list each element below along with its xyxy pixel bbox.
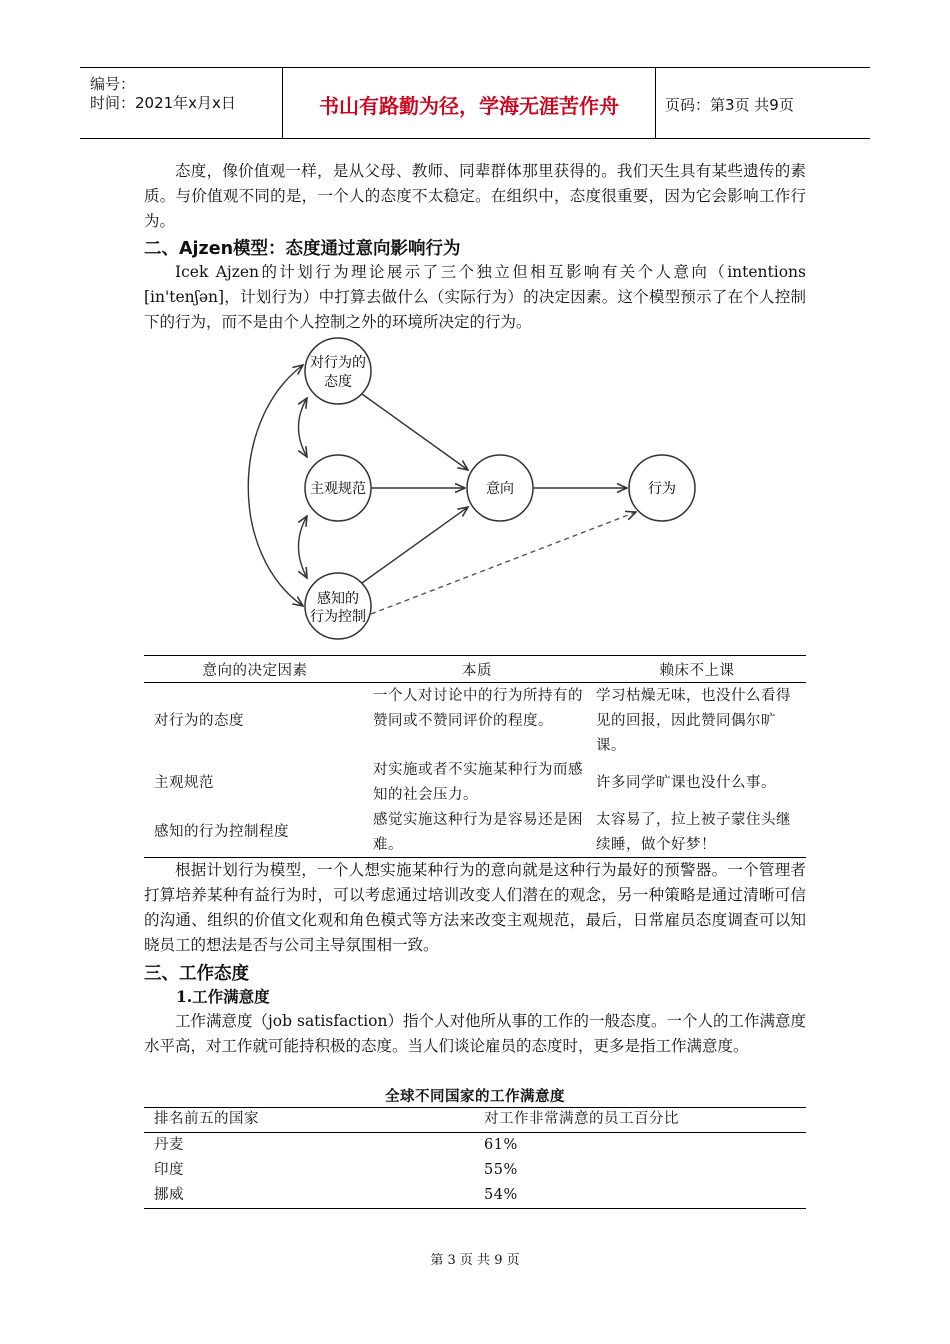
table1-row2-factor: 主观规范	[154, 775, 214, 791]
table1-row1-example: 学习枯燥无味，也没什么看得见的回报，因此赞同偶尔旷课。	[596, 688, 791, 754]
header-page-label: 页码：第3页 共9页	[665, 96, 794, 114]
table1-header-rule	[144, 682, 806, 683]
table2-title: 全球不同国家的工作满意度	[385, 1088, 565, 1105]
section3-subheading: 1.工作满意度	[176, 987, 270, 1006]
table1-row3-factor: 感知的行为控制程度	[154, 824, 289, 840]
section2-paragraph: Icek Ajzen的计划行为理论展示了三个独立但相互影响有关个人意向（intentions [in'tenʃən]，计划行为）中打算去做什么（实际行为）的决定因素。这个模型预示了在个人控制下的行为，而不是由个人控制之外的环境所决定的行为。	[144, 263, 806, 331]
arrow-attitude-intention	[362, 394, 468, 470]
page-footer: 第 3 页 共 9 页	[430, 1253, 520, 1268]
table2-bottom-rule	[144, 1208, 806, 1209]
arrow-attitude-control	[248, 365, 303, 606]
table1-row1-factor: 对行为的态度	[154, 713, 244, 729]
node-attitude-circle	[305, 338, 371, 404]
table2-header-percent: 对工作非常满意的员工百分比	[484, 1111, 679, 1127]
table1-header-factor: 意向的决定因素	[202, 663, 308, 679]
arrow-attitude-norms	[299, 398, 308, 457]
section2-heading: 二、Ajzen模型：态度通过意向影响行为	[144, 239, 461, 259]
node-control-label-2: 行为控制	[310, 609, 366, 625]
node-norms-label: 主观规范	[310, 481, 366, 497]
node-attitude-label-1: 对行为的	[310, 355, 366, 371]
table1-row1-nature: 一个人对讨论中的行为所持有的赞同或不赞同评价的程度。	[373, 688, 583, 729]
arrow-control-intention	[362, 507, 468, 583]
table1-header-example: 赖床不上课	[659, 663, 735, 679]
table2-row2-country: 印度	[154, 1162, 184, 1178]
table2-header-country: 排名前五的国家	[154, 1111, 259, 1127]
table2-row3-percent: 54%	[484, 1187, 518, 1203]
table2-row1-percent: 61%	[484, 1137, 518, 1153]
table2-header-rule	[144, 1132, 806, 1133]
table1-row3-nature: 感觉实施这种行为是容易还是困难。	[373, 812, 583, 853]
table2-row1-country: 丹麦	[154, 1137, 184, 1153]
table2-row2-percent: 55%	[484, 1162, 518, 1178]
header-number-label: 编号：	[90, 75, 136, 93]
after-table-paragraph: 根据计划行为模型，一个人想实施某种行为的意向就是这种行为最好的预警器。一个管理者打算培养某种有益行为时，可以考虑通过培训改变人们潜在的观念，另一种策略是通过清晰可信的沟通、组织的价值文化观和角色模式等方法来改变主观规范，最后，日常雇员态度调查可以知晓员工的想法是否与公司主导氛围相一致。	[144, 861, 806, 954]
intro-paragraph: 态度，像价值观一样，是从父母、教师、同辈群体那里获得的。我们天生具有某些遗传的素质。与价值观不同的是，一个人的态度不太稳定。在组织中，态度很重要，因为它会影响工作行为。	[144, 162, 806, 230]
node-behavior-label: 行为	[648, 481, 676, 497]
section3-paragraph: 工作满意度（job satisfaction）指个人对他所从事的工作的一般态度。一个人的工作满意度水平高，对工作就可能持积极的态度。当人们谈论雇员的态度时，更多是指工作满意度。	[144, 1012, 806, 1055]
arrow-norms-control	[299, 516, 308, 578]
section3-heading: 三、工作态度	[144, 964, 249, 984]
table2-row3-country: 挪威	[154, 1187, 184, 1203]
node-control-label-1: 感知的	[317, 591, 359, 607]
table1-row2-example: 许多同学旷课也没什么事。	[596, 775, 776, 791]
table1-row3-example: 太容易了，拉上被子蒙住头继续睡，做个好梦！	[596, 812, 791, 853]
node-attitude-label-2: 态度	[324, 374, 352, 390]
header-motto: 书山有路勤为径，学海无涯苦作舟	[319, 94, 619, 118]
table1-row2-nature: 对实施或者不实施某种行为而感知的社会压力。	[373, 762, 583, 803]
node-intention-label: 意向	[486, 481, 514, 497]
table1-header-nature: 本质	[462, 663, 492, 679]
header-date-label: 时间：2021年x月x日	[90, 94, 236, 112]
table1-top-rule	[144, 655, 806, 656]
arrow-control-behavior-dashed	[371, 512, 636, 614]
